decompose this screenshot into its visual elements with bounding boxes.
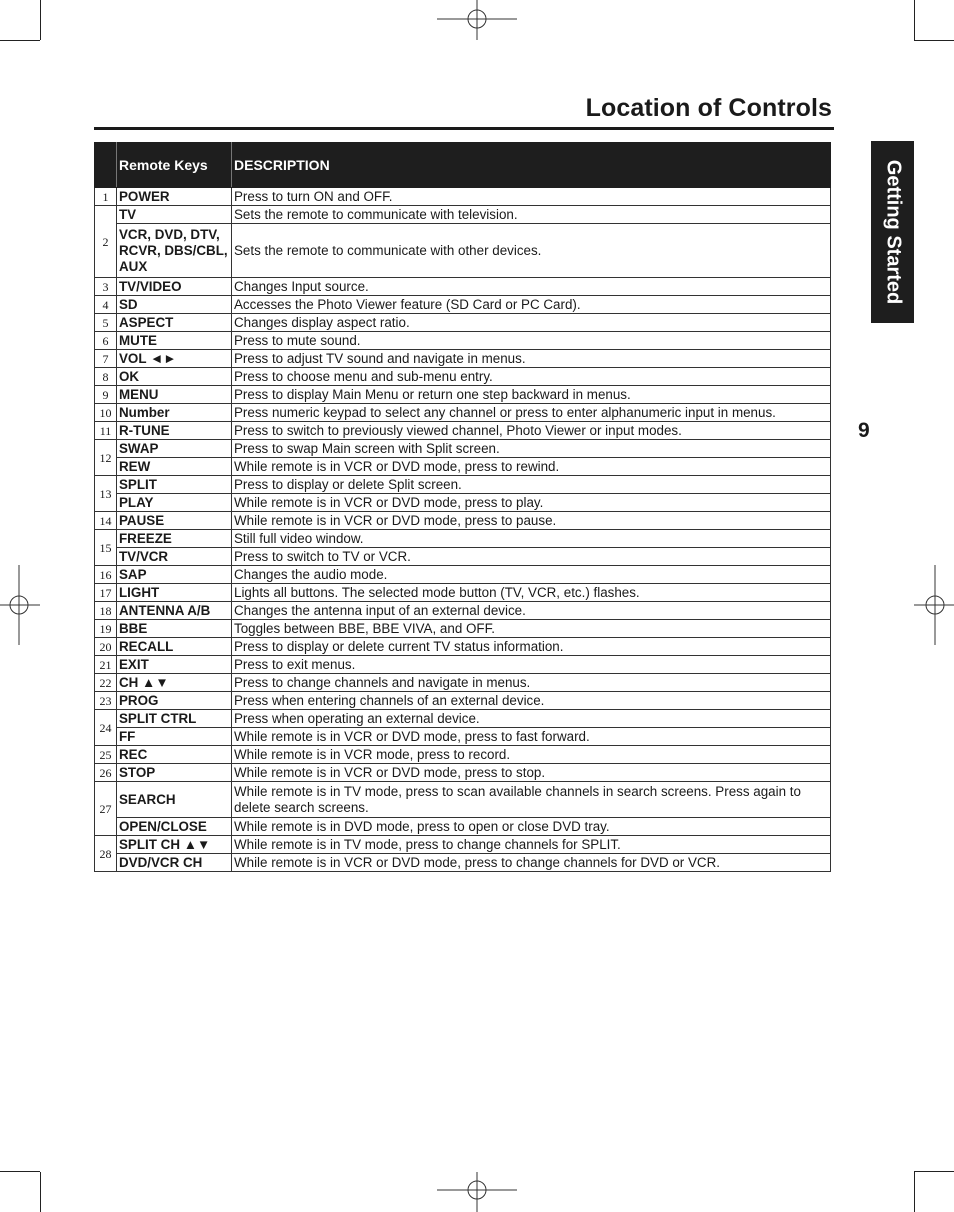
table-row	[95, 854, 831, 872]
table-row	[95, 620, 831, 638]
crop-mark	[914, 1171, 954, 1172]
table-row	[95, 818, 831, 836]
key-description: Still full video window.	[232, 530, 831, 548]
row-number: 21	[95, 656, 117, 674]
registration-mark-icon	[437, 1172, 517, 1212]
key-description: While remote is in VCR or DVD mode, press to change channels for DVD or VCR.	[232, 854, 831, 872]
key-description: Press to switch to previously viewed channel, Photo Viewer or input modes.	[232, 422, 831, 440]
key-description: Press to switch to TV or VCR.	[232, 548, 831, 566]
table-row	[95, 386, 831, 404]
table-row	[95, 584, 831, 602]
row-number: 19	[95, 620, 117, 638]
remote-key: PROG	[117, 692, 232, 710]
key-description: While remote is in VCR or DVD mode, press to pause.	[232, 512, 831, 530]
header-number	[95, 143, 117, 188]
remote-key: FF	[117, 728, 232, 746]
key-description: Press to display Main Menu or return one step backward in menus.	[232, 386, 831, 404]
table-row	[95, 494, 831, 512]
table-header-row	[95, 143, 831, 188]
remote-key: TV/VIDEO	[117, 278, 232, 296]
remote-key: CH ▲▼	[117, 674, 232, 692]
table-row	[95, 728, 831, 746]
row-number: 18	[95, 602, 117, 620]
table-row	[95, 656, 831, 674]
header-remote-keys: Remote Keys	[117, 143, 232, 188]
key-description: Toggles between BBE, BBE VIVA, and OFF.	[232, 620, 831, 638]
row-number: 6	[95, 332, 117, 350]
key-description: While remote is in VCR or DVD mode, press to rewind.	[232, 458, 831, 476]
key-description: Press to choose menu and sub-menu entry.	[232, 368, 831, 386]
row-number: 11	[95, 422, 117, 440]
row-number: 14	[95, 512, 117, 530]
remote-key: SD	[117, 296, 232, 314]
remote-key: PLAY	[117, 494, 232, 512]
remote-key: REW	[117, 458, 232, 476]
remote-key: POWER	[117, 188, 232, 206]
row-number: 22	[95, 674, 117, 692]
table-row	[95, 314, 831, 332]
remote-key: R-TUNE	[117, 422, 232, 440]
key-description: While remote is in VCR or DVD mode, press to stop.	[232, 764, 831, 782]
row-number: 8	[95, 368, 117, 386]
table-row	[95, 206, 831, 224]
table-row	[95, 710, 831, 728]
key-description: Press to display or delete current TV status information.	[232, 638, 831, 656]
row-number: 9	[95, 386, 117, 404]
page-title: Location of Controls	[585, 94, 832, 122]
key-description: Press to turn ON and OFF.	[232, 188, 831, 206]
table-row	[95, 836, 831, 854]
row-number: 1	[95, 188, 117, 206]
table-row	[95, 746, 831, 764]
remote-key: SPLIT CH ▲▼	[117, 836, 232, 854]
remote-key: MUTE	[117, 332, 232, 350]
remote-key: FREEZE	[117, 530, 232, 548]
remote-key: SWAP	[117, 440, 232, 458]
key-description: Press when entering channels of an external device.	[232, 692, 831, 710]
table-row	[95, 296, 831, 314]
key-description: While remote is in TV mode, press to scan available channels in search screens. Press again to delete search screens.	[232, 782, 831, 818]
row-number: 15	[95, 530, 117, 566]
row-number: 13	[95, 476, 117, 512]
table-row	[95, 476, 831, 494]
key-description: Press to exit menus.	[232, 656, 831, 674]
key-description: While remote is in DVD mode, press to open or close DVD tray.	[232, 818, 831, 836]
key-description: Sets the remote to communicate with other devices.	[232, 224, 831, 278]
key-description: Changes Input source.	[232, 278, 831, 296]
row-number: 25	[95, 746, 117, 764]
remote-key: DVD/VCR CH	[117, 854, 232, 872]
table-row	[95, 404, 831, 422]
key-description: Press numeric keypad to select any channel or press to enter alphanumeric input in menus.	[232, 404, 831, 422]
key-description: Accesses the Photo Viewer feature (SD Card or PC Card).	[232, 296, 831, 314]
crop-mark	[0, 40, 40, 41]
row-number: 20	[95, 638, 117, 656]
page-number: 9	[858, 419, 870, 442]
table-row	[95, 512, 831, 530]
table-row	[95, 638, 831, 656]
remote-key: BBE	[117, 620, 232, 638]
table-row	[95, 674, 831, 692]
remote-key: SEARCH	[117, 782, 232, 818]
row-number: 23	[95, 692, 117, 710]
row-number: 17	[95, 584, 117, 602]
key-description: While remote is in VCR or DVD mode, press to play.	[232, 494, 831, 512]
table-row	[95, 224, 831, 278]
key-description: Press when operating an external device.	[232, 710, 831, 728]
table-row	[95, 422, 831, 440]
remote-key: REC	[117, 746, 232, 764]
key-description: Lights all buttons. The selected mode button (TV, VCR, etc.) flashes.	[232, 584, 831, 602]
table-row	[95, 350, 831, 368]
table-row	[95, 530, 831, 548]
remote-key: VCR, DVD, DTV, RCVR, DBS/CBL, AUX	[117, 224, 232, 278]
crop-mark	[40, 1172, 41, 1212]
row-number: 3	[95, 278, 117, 296]
remote-key: SPLIT CTRL	[117, 710, 232, 728]
row-number: 5	[95, 314, 117, 332]
table-row	[95, 278, 831, 296]
remote-key: PAUSE	[117, 512, 232, 530]
row-number: 24	[95, 710, 117, 746]
row-number: 7	[95, 350, 117, 368]
key-description: Changes the antenna input of an external device.	[232, 602, 831, 620]
section-tab	[871, 141, 914, 323]
section-tab-label: Getting Started	[882, 159, 904, 305]
crop-mark	[40, 0, 41, 40]
remote-key: OK	[117, 368, 232, 386]
row-number: 27	[95, 782, 117, 836]
remote-key: SPLIT	[117, 476, 232, 494]
remote-key: VOL ◄►	[117, 350, 232, 368]
row-number: 28	[95, 836, 117, 872]
remote-key: EXIT	[117, 656, 232, 674]
remote-key: SAP	[117, 566, 232, 584]
key-description: Sets the remote to communicate with television.	[232, 206, 831, 224]
key-description: Press to mute sound.	[232, 332, 831, 350]
key-description: Press to swap Main screen with Split screen.	[232, 440, 831, 458]
key-description: While remote is in TV mode, press to change channels for SPLIT.	[232, 836, 831, 854]
remote-key: TV/VCR	[117, 548, 232, 566]
row-number: 12	[95, 440, 117, 476]
table-row	[95, 440, 831, 458]
controls-table	[94, 142, 831, 872]
key-description: While remote is in VCR or DVD mode, press to fast forward.	[232, 728, 831, 746]
remote-key: OPEN/CLOSE	[117, 818, 232, 836]
registration-mark-icon	[914, 565, 954, 645]
crop-mark	[914, 0, 915, 40]
table-row	[95, 602, 831, 620]
row-number: 16	[95, 566, 117, 584]
remote-key: TV	[117, 206, 232, 224]
remote-key: MENU	[117, 386, 232, 404]
remote-key: LIGHT	[117, 584, 232, 602]
table-row	[95, 458, 831, 476]
row-number: 4	[95, 296, 117, 314]
key-description: Press to change channels and navigate in menus.	[232, 674, 831, 692]
table-row	[95, 566, 831, 584]
row-number: 2	[95, 206, 117, 278]
key-description: While remote is in VCR mode, press to record.	[232, 746, 831, 764]
header-description: DESCRIPTION	[232, 143, 831, 188]
remote-key: Number	[117, 404, 232, 422]
table-row	[95, 188, 831, 206]
row-number: 10	[95, 404, 117, 422]
key-description: Press to display or delete Split screen.	[232, 476, 831, 494]
row-number: 26	[95, 764, 117, 782]
remote-key: STOP	[117, 764, 232, 782]
table-row	[95, 692, 831, 710]
remote-key: ANTENNA A/B	[117, 602, 232, 620]
crop-mark	[0, 1171, 40, 1172]
registration-mark-icon	[0, 565, 40, 645]
registration-mark-icon	[437, 0, 517, 40]
table-row	[95, 782, 831, 818]
title-rule	[94, 127, 834, 130]
crop-mark	[914, 1172, 915, 1212]
key-description: Press to adjust TV sound and navigate in menus.	[232, 350, 831, 368]
remote-key: RECALL	[117, 638, 232, 656]
table-row	[95, 368, 831, 386]
key-description: Changes the audio mode.	[232, 566, 831, 584]
key-description: Changes display aspect ratio.	[232, 314, 831, 332]
table-row	[95, 764, 831, 782]
table-row	[95, 332, 831, 350]
remote-key: ASPECT	[117, 314, 232, 332]
crop-mark	[914, 40, 954, 41]
table-row	[95, 548, 831, 566]
